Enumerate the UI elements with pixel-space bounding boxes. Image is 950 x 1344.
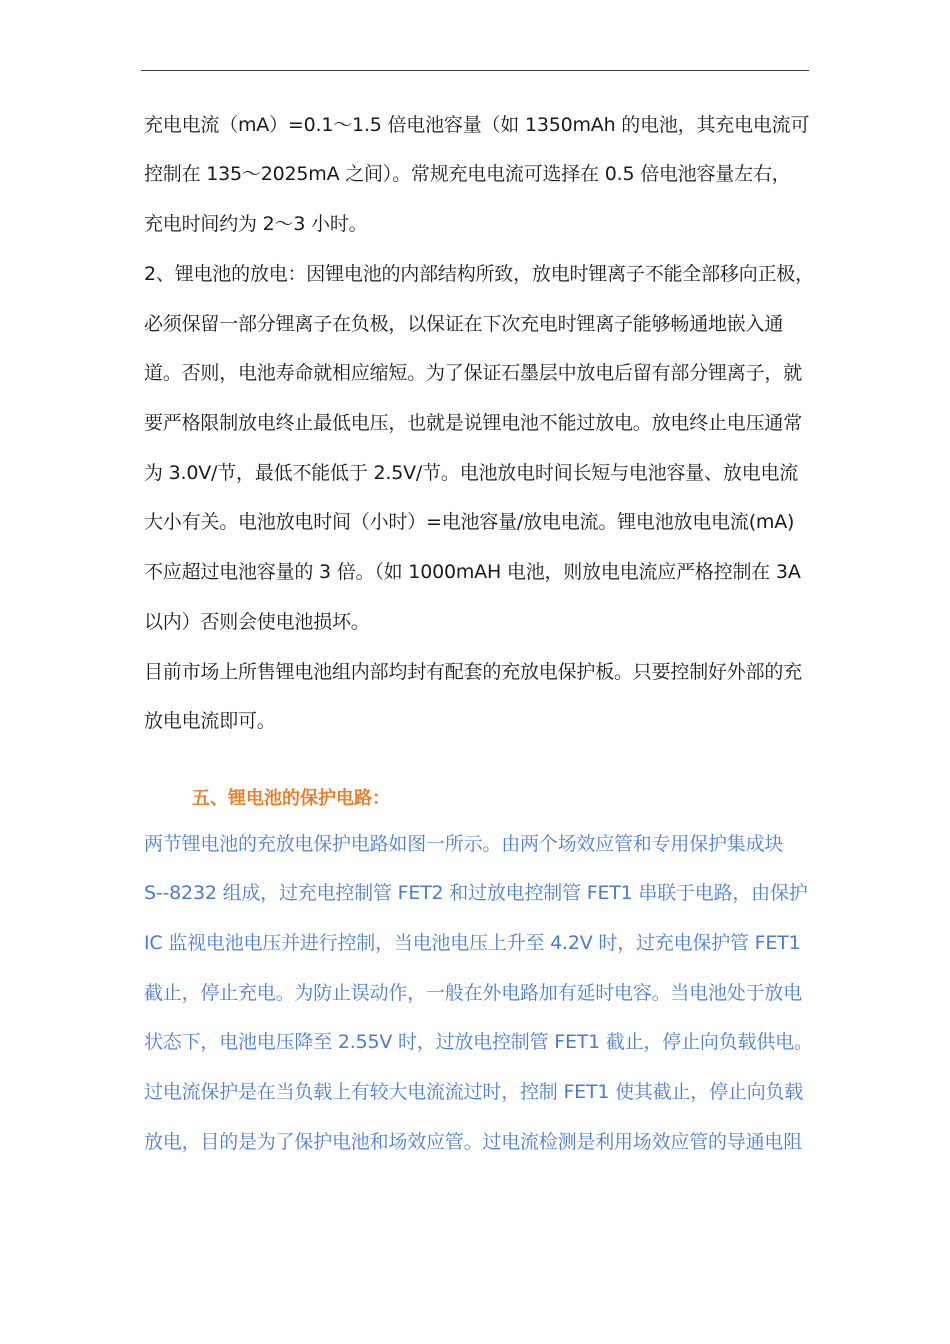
- paragraph-2-line: 为 3.0V/节，最低不能低于 2.5V/节。电池放电时间长短与电池容量、放电电流: [144, 462, 799, 484]
- paragraph-4-line: S--8232 组成，过充电控制管 FET2 和过放电控制管 FET1 串联于电路，由保护: [144, 882, 808, 904]
- paragraph-2-line: 以内）否则会使电池损坏。: [144, 611, 370, 633]
- paragraph-4-line: IC 监视电池电压并进行控制，当电池电压上升至 4.2V 时，过充电保护管 FET1: [144, 932, 801, 954]
- paragraph-2-line: 必须保留一部分锂离子在负极，以保证在下次充电时锂离子能够畅通地嵌入通: [144, 313, 784, 335]
- paragraph-4-line: 过电流保护是在当负载上有较大电流流过时，控制 FET1 使其截止，停止向负载: [144, 1081, 804, 1103]
- paragraph-2-line: 要严格限制放电终止最低电压，也就是说锂电池不能过放电。放电终止电压通常: [144, 412, 803, 434]
- paragraph-3-line: 目前市场上所售锂电池组内部均封有配套的充放电保护板。只要控制好外部的充: [144, 661, 803, 683]
- paragraph-4-line: 两节锂电池的充放电保护电路如图一所示。由两个场效应管和专用保护集成块: [144, 833, 784, 855]
- paragraph-2-line: 2、锂电池的放电：因锂电池的内部结构所致，放电时锂离子不能全部移向正极，: [144, 263, 814, 285]
- paragraph-3-line: 放电电流即可。: [144, 710, 276, 732]
- paragraph-4-line: 放电，目的是为了保护电池和场效应管。过电流检测是利用场效应管的导通电阻: [144, 1131, 803, 1153]
- header-rule: [141, 70, 809, 71]
- section-heading: 五、锂电池的保护电路：: [192, 788, 390, 809]
- paragraph-1-line: 充电时间约为 2～3 小时。: [144, 213, 368, 235]
- paragraph-1-line: 控制在 135～2025mA 之间）。常规充电电流可选择在 0.5 倍电池容量左右，: [144, 163, 791, 185]
- paragraph-2-line: 不应超过电池容量的 3 倍。（如 1000mAH 电池，则放电电流应严格控制在 3A: [144, 561, 801, 583]
- paragraph-1-line: 充电电流（mA）=0.1～1.5 倍电池容量（如 1350mAh 的电池，其充电电流可: [144, 114, 810, 136]
- paragraph-4-line: 截止，停止充电。为防止误动作，一般在外电路加有延时电容。当电池处于放电: [144, 982, 803, 1004]
- paragraph-2-line: 大小有关。电池放电时间（小时）=电池容量/放电电流。锂电池放电电流(mA): [144, 511, 795, 533]
- paragraph-2-line: 道。否则，电池寿命就相应缩短。为了保证石墨层中放电后留有部分锂离子，就: [144, 362, 803, 384]
- paragraph-4-line: 状态下，电池电压降至 2.55V 时，过放电控制管 FET1 截止，停止向负载供电。: [144, 1031, 813, 1053]
